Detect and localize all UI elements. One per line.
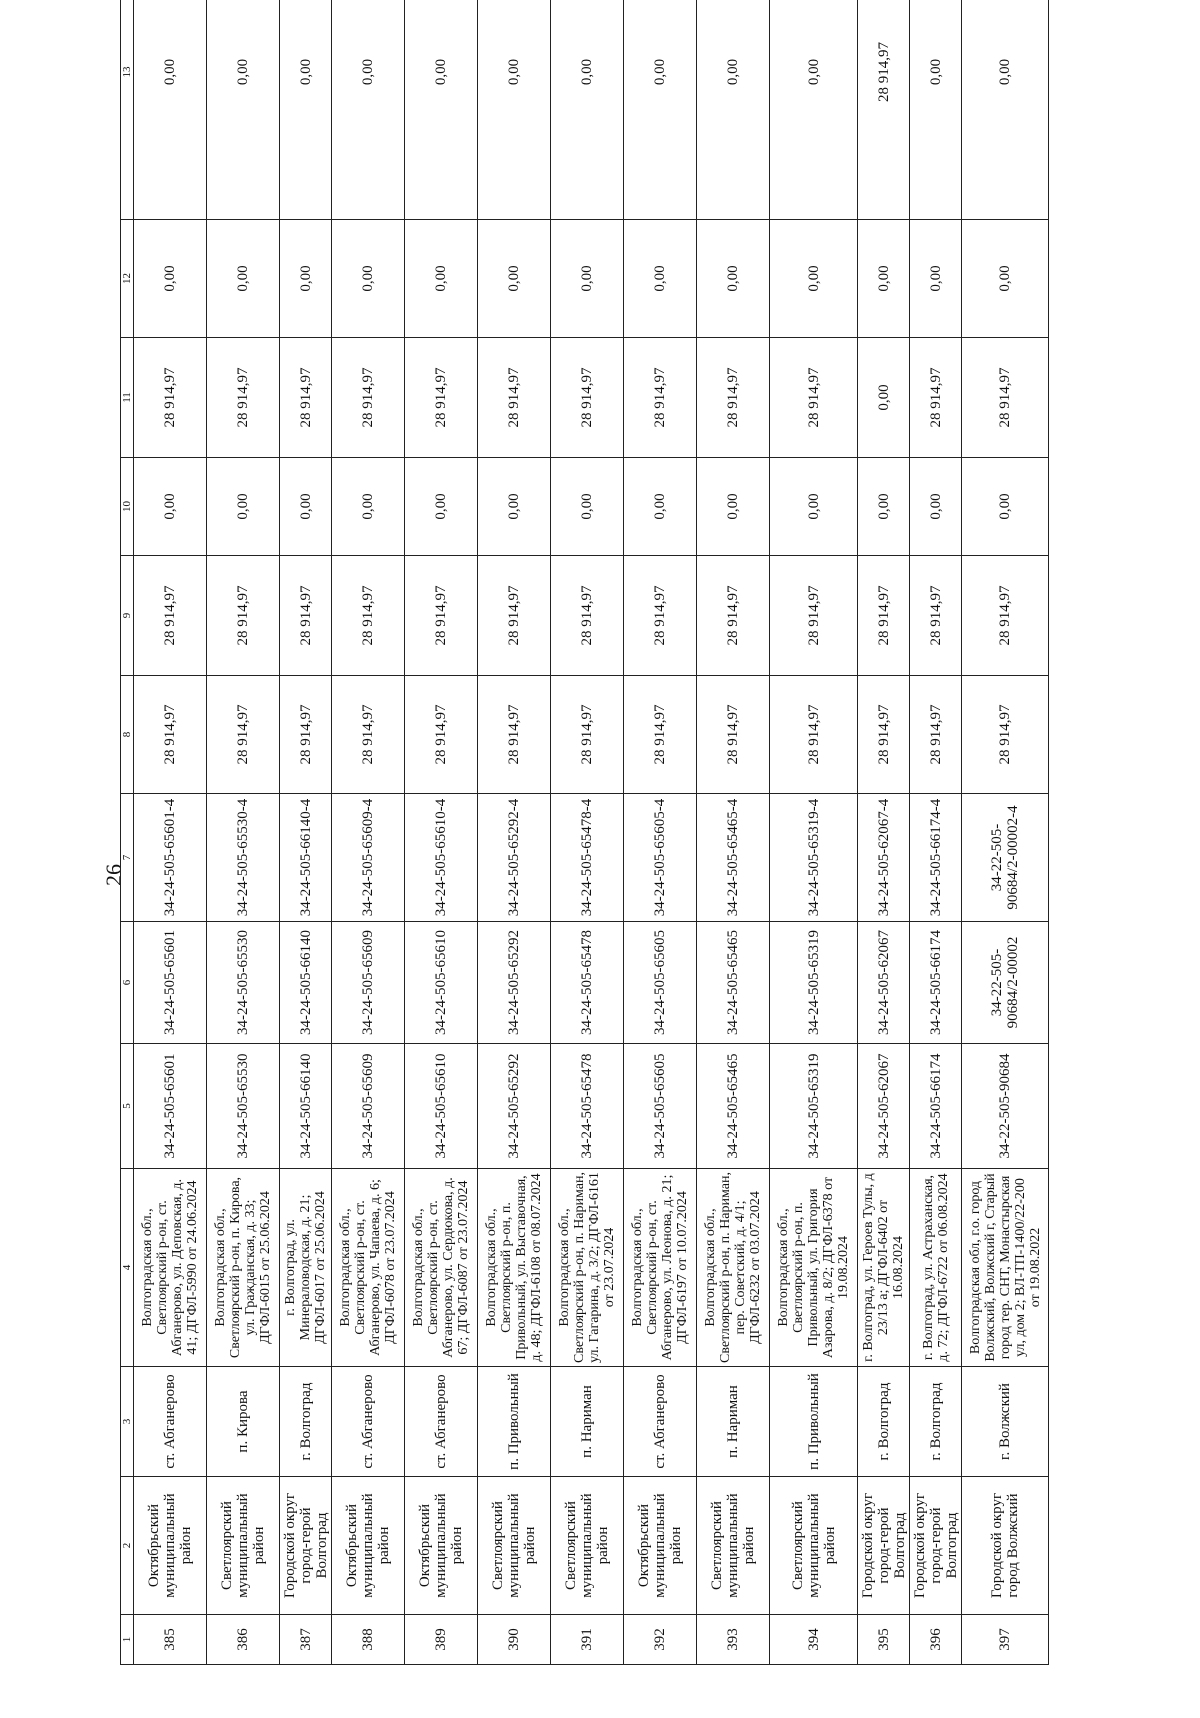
table-row xyxy=(910,0,962,1665)
table-cell: 391 xyxy=(551,1615,624,1665)
table-cell: 28 914,97 xyxy=(770,338,858,458)
table-cell: 28 914,97 xyxy=(624,556,697,676)
table-cell: 28 914,97 xyxy=(770,556,858,676)
table-cell: 28 914,97 xyxy=(280,556,332,676)
table-cell: 0,00 xyxy=(962,220,1049,338)
table-row xyxy=(697,0,770,1665)
table-cell: 28 914,97 xyxy=(858,0,910,220)
table-cell: 394 xyxy=(770,1615,858,1665)
column-number-cell: 9 xyxy=(121,556,134,676)
table-cell: 0,00 xyxy=(405,0,478,220)
table-row xyxy=(207,0,280,1665)
table-cell: 28 914,97 xyxy=(207,556,280,676)
table-cell: 28 914,97 xyxy=(910,556,962,676)
table-cell: 395 xyxy=(858,1615,910,1665)
table-cell: 0,00 xyxy=(551,220,624,338)
table-row xyxy=(624,0,697,1665)
table-cell: Октябрьский муниципальный район xyxy=(134,1477,207,1615)
table-cell: ст. Абганерово xyxy=(624,1367,697,1477)
table-cell: г. Волгоград, ул. Астраханская, д. 72; ДГФЛ-6722 от 06.08.2024 xyxy=(910,1169,962,1367)
table-cell: 28 914,97 xyxy=(770,676,858,794)
table-cell: 28 914,97 xyxy=(551,338,624,458)
column-number-cell: 13 xyxy=(121,0,134,220)
table-cell: 0,00 xyxy=(910,220,962,338)
table-cell: 34-24-505-66140-4 xyxy=(280,794,332,922)
table-cell: Волгоградская обл., Светлоярский р-он, п. Привольный, ул. Григория Азарова, д. 8/2; ДГФЛ-6378 от 19.08.2024 xyxy=(770,1169,858,1367)
table-cell: 0,00 xyxy=(551,458,624,556)
table-cell: 28 914,97 xyxy=(697,556,770,676)
table-cell: Волгоградская обл., Светлоярский р-он, ст. Абганерово, ул. Деповская, д. 41; ДГФЛ-5990 от 24.06.2024 xyxy=(134,1169,207,1367)
table-cell: Волгоградская обл., Светлоярский р-он, ст. Абганерово, ул. Сердюкова, д. 67; ДГФЛ-6087 от 23.07.2024 xyxy=(405,1169,478,1367)
table-cell: г. Волгоград xyxy=(280,1367,332,1477)
table-cell: п. Нариман xyxy=(697,1367,770,1477)
table-cell: 385 xyxy=(134,1615,207,1665)
table-cell: п. Привольный xyxy=(478,1367,551,1477)
table-cell: 392 xyxy=(624,1615,697,1665)
table-cell: 0,00 xyxy=(280,220,332,338)
table-cell: 34-24-505-65605 xyxy=(624,1044,697,1169)
table-cell: 28 914,97 xyxy=(134,676,207,794)
table-cell: 34-24-505-65319-4 xyxy=(770,794,858,922)
table-cell: 34-24-505-65319 xyxy=(770,922,858,1044)
table-cell: Волгоградская обл., Светлоярский р-он, ст. Абганерово, ул. Чапаева, д. 6; ДГФЛ-6078 от 23.07.2024 xyxy=(332,1169,405,1367)
table-cell: 28 914,97 xyxy=(697,676,770,794)
table-cell: Волгоградская обл., Светлоярский р-он, п. Нариман, пер. Советский, д. 4/1; ДГФЛ-6232 от 03.07.2024 xyxy=(697,1169,770,1367)
table-cell: п. Нариман xyxy=(551,1367,624,1477)
table-cell: 34-24-505-65319 xyxy=(770,1044,858,1169)
table-cell: 0,00 xyxy=(858,458,910,556)
table-cell: 34-24-505-65605-4 xyxy=(624,794,697,922)
table-row xyxy=(332,0,405,1665)
table-cell: 0,00 xyxy=(134,458,207,556)
table-cell: 28 914,97 xyxy=(962,338,1049,458)
table-cell: 0,00 xyxy=(405,220,478,338)
table-cell: Светлоярский муниципальный район xyxy=(478,1477,551,1615)
column-number-cell: 2 xyxy=(121,1477,134,1615)
table-cell: 34-24-505-65465 xyxy=(697,922,770,1044)
table-cell: 0,00 xyxy=(134,220,207,338)
column-number-cell: 10 xyxy=(121,458,134,556)
table-cell: 28 914,97 xyxy=(962,556,1049,676)
table-cell: 28 914,97 xyxy=(280,338,332,458)
table-cell: 0,00 xyxy=(134,0,207,220)
table-cell: 34-24-505-65610-4 xyxy=(405,794,478,922)
table-cell: ст. Абганерово xyxy=(134,1367,207,1477)
table-cell: 28 914,97 xyxy=(332,556,405,676)
table-cell: 34-24-505-65292 xyxy=(478,922,551,1044)
table-cell: ст. Абганерово xyxy=(405,1367,478,1477)
table-cell: п. Кирова xyxy=(207,1367,280,1477)
table-row xyxy=(551,0,624,1665)
table-cell: 28 914,97 xyxy=(697,338,770,458)
table-cell: г. Волгоград, ул. Минераловодская, д. 21; ДГФЛ-6017 от 25.06.2024 xyxy=(280,1169,332,1367)
table-cell: Светлоярский муниципальный район xyxy=(770,1477,858,1615)
table-cell: 34-22-505-90684 xyxy=(962,1044,1049,1169)
table-cell: ст. Абганерово xyxy=(332,1367,405,1477)
table-cell: 34-24-505-65601-4 xyxy=(134,794,207,922)
table-cell: 28 914,97 xyxy=(858,556,910,676)
table-cell: 34-24-505-65609 xyxy=(332,1044,405,1169)
table-cell: 0,00 xyxy=(858,338,910,458)
table-cell: 34-24-505-65610 xyxy=(405,1044,478,1169)
table-cell: 34-24-505-65609-4 xyxy=(332,794,405,922)
table-cell: Волгоградская обл., Светлоярский р-он, п. Кирова, ул. Гражданская, д. 33; ДГФЛ-6015 от 25.06.2024 xyxy=(207,1169,280,1367)
table-cell: 34-24-505-65609 xyxy=(332,922,405,1044)
page-number: 26 xyxy=(101,864,126,886)
table-cell: 0,00 xyxy=(332,458,405,556)
table-cell: 34-24-505-65478 xyxy=(551,922,624,1044)
rotated-table-wrapper xyxy=(120,25,1043,1665)
table-cell: Городской округ город-герой Волгоград xyxy=(910,1477,962,1615)
table-cell: 0,00 xyxy=(207,0,280,220)
table-cell: г. Волгоград xyxy=(858,1367,910,1477)
column-number-cell: 8 xyxy=(121,676,134,794)
table-cell: 34-24-505-65610 xyxy=(405,922,478,1044)
table-row xyxy=(405,0,478,1665)
table-cell: 34-24-505-62067 xyxy=(858,922,910,1044)
table-cell: 0,00 xyxy=(332,220,405,338)
table-cell: 0,00 xyxy=(478,220,551,338)
table-cell: Городской округ город-герой Волгоград xyxy=(858,1477,910,1615)
table-cell: 34-22-505-90684/2-00002-4 xyxy=(962,794,1049,922)
table-cell: 34-24-505-66174-4 xyxy=(910,794,962,922)
table-cell: 0,00 xyxy=(405,458,478,556)
table-cell: 389 xyxy=(405,1615,478,1665)
table-cell: 34-24-505-66140 xyxy=(280,1044,332,1169)
table-cell: 0,00 xyxy=(910,0,962,220)
table-cell: 28 914,97 xyxy=(405,338,478,458)
table-row xyxy=(478,0,551,1665)
table-cell: 0,00 xyxy=(280,458,332,556)
table-cell: Октябрьский муниципальный район xyxy=(332,1477,405,1615)
table-cell: 34-24-505-65292 xyxy=(478,1044,551,1169)
table-cell: 0,00 xyxy=(962,0,1049,220)
table-cell: 28 914,97 xyxy=(858,676,910,794)
table-cell: 28 914,97 xyxy=(910,338,962,458)
table-cell: 34-24-505-65530-4 xyxy=(207,794,280,922)
column-number-cell: 4 xyxy=(121,1169,134,1367)
table-row xyxy=(858,0,910,1665)
table-cell: 28 914,97 xyxy=(962,676,1049,794)
header-row xyxy=(121,0,134,1665)
table-cell: 34-24-505-65530 xyxy=(207,922,280,1044)
table-cell: 0,00 xyxy=(624,0,697,220)
table-row xyxy=(770,0,858,1665)
table-cell: 0,00 xyxy=(697,0,770,220)
table-cell: 0,00 xyxy=(770,0,858,220)
table-cell: 0,00 xyxy=(332,0,405,220)
main-table xyxy=(120,0,1049,1665)
column-number-cell: 1 xyxy=(121,1615,134,1665)
table-cell: 0,00 xyxy=(770,458,858,556)
table-cell: 34-24-505-65601 xyxy=(134,1044,207,1169)
table-cell: 0,00 xyxy=(280,0,332,220)
table-cell: Светлоярский муниципальный район xyxy=(697,1477,770,1615)
table-cell: 387 xyxy=(280,1615,332,1665)
table-cell: 0,00 xyxy=(697,220,770,338)
column-number-cell: 11 xyxy=(121,338,134,458)
table-cell: 390 xyxy=(478,1615,551,1665)
table-cell: 34-24-505-66174 xyxy=(910,1044,962,1169)
column-number-cell: 7 xyxy=(121,794,134,922)
column-number-cell: 5 xyxy=(121,1044,134,1169)
table-cell: 396 xyxy=(910,1615,962,1665)
table-row xyxy=(280,0,332,1665)
table-cell: 393 xyxy=(697,1615,770,1665)
table-cell: 34-24-505-65601 xyxy=(134,922,207,1044)
table-cell: 34-24-505-65530 xyxy=(207,1044,280,1169)
table-cell: 34-24-505-65292-4 xyxy=(478,794,551,922)
table-cell: 0,00 xyxy=(207,458,280,556)
table-cell: 28 914,97 xyxy=(624,676,697,794)
table-cell: 34-24-505-66174 xyxy=(910,922,962,1044)
table-cell: п. Привольный xyxy=(770,1367,858,1477)
table-cell: Волгоградская обл., Светлоярский р-он, п. Привольный, ул. Выставочная, д. 48; ДГФЛ-6108 от 08.07.2024 xyxy=(478,1169,551,1367)
table-cell: 34-24-505-65478-4 xyxy=(551,794,624,922)
table-cell: 28 914,97 xyxy=(478,676,551,794)
table-cell: Октябрьский муниципальный район xyxy=(405,1477,478,1615)
table-cell: 0,00 xyxy=(551,0,624,220)
table-cell: 0,00 xyxy=(910,458,962,556)
table-cell: 28 914,97 xyxy=(624,338,697,458)
table-cell: 386 xyxy=(207,1615,280,1665)
table-cell: Октябрьский муниципальный район xyxy=(624,1477,697,1615)
table-cell: 0,00 xyxy=(858,220,910,338)
table-cell: 34-24-505-65478 xyxy=(551,1044,624,1169)
table-cell: Волгоградская обл., Светлоярский р-он, ст. Абганерово, ул. Леонова, д. 21; ДГФЛ-6197 от 10.07.2024 xyxy=(624,1169,697,1367)
table-cell: 28 914,97 xyxy=(910,676,962,794)
table-cell: Волгоградская обл., Светлоярский р-он, п. Нариман, ул. Гагарина, д. 3/2; ДГФЛ-6161 от 23.07.2024 xyxy=(551,1169,624,1367)
table-cell: Светлоярский муниципальный район xyxy=(207,1477,280,1615)
table-cell: Светлоярский муниципальный район xyxy=(551,1477,624,1615)
table-cell: 28 914,97 xyxy=(332,338,405,458)
table-cell: 28 914,97 xyxy=(207,676,280,794)
table-row xyxy=(134,0,207,1665)
column-number-cell: 6 xyxy=(121,922,134,1044)
table-cell: 388 xyxy=(332,1615,405,1665)
table-cell: 0,00 xyxy=(624,458,697,556)
table-cell: 28 914,97 xyxy=(478,338,551,458)
table-cell: Волгоградская обл, г.о. город Волжский, Волжский г, Старый город тер. СНТ, Монастырская ул, дом 2; ВЛ-ТП-1400/22-200 от 19.08.2022 xyxy=(962,1169,1049,1367)
table-cell: 28 914,97 xyxy=(332,676,405,794)
column-number-cell: 12 xyxy=(121,220,134,338)
table-cell: 28 914,97 xyxy=(405,556,478,676)
table-cell: 28 914,97 xyxy=(207,338,280,458)
table-cell: 0,00 xyxy=(207,220,280,338)
table-cell: Городской округ город Волжский xyxy=(962,1477,1049,1615)
table-cell: 28 914,97 xyxy=(134,556,207,676)
table-cell: 0,00 xyxy=(478,458,551,556)
table-cell: 0,00 xyxy=(624,220,697,338)
table-cell: 397 xyxy=(962,1615,1049,1665)
table-cell: г. Волгоград, ул. Героев Тулы, д 23/13 а; ДГФЛ-6402 от 16.08.2024 xyxy=(858,1169,910,1367)
table-cell: 0,00 xyxy=(697,458,770,556)
table-cell: 28 914,97 xyxy=(551,676,624,794)
table-cell: г. Волжский xyxy=(962,1367,1049,1477)
table-cell: Городской округ город-герой Волгоград xyxy=(280,1477,332,1615)
table-cell: 34-24-505-65465 xyxy=(697,1044,770,1169)
table-cell: 0,00 xyxy=(770,220,858,338)
table-row xyxy=(962,0,1049,1665)
table-cell: 28 914,97 xyxy=(478,556,551,676)
table-cell: 0,00 xyxy=(962,458,1049,556)
table-cell: 28 914,97 xyxy=(405,676,478,794)
table-cell: 34-22-505-90684/2-00002 xyxy=(962,922,1049,1044)
table-cell: 28 914,97 xyxy=(134,338,207,458)
table-cell: 28 914,97 xyxy=(551,556,624,676)
table-cell: 34-24-505-65465-4 xyxy=(697,794,770,922)
table-cell: 28 914,97 xyxy=(280,676,332,794)
table-cell: г. Волгоград xyxy=(910,1367,962,1477)
table-cell: 34-24-505-65605 xyxy=(624,922,697,1044)
table-cell: 34-24-505-62067-4 xyxy=(858,794,910,922)
table-cell: 34-24-505-62067 xyxy=(858,1044,910,1169)
column-number-cell: 3 xyxy=(121,1367,134,1477)
table-cell: 34-24-505-66140 xyxy=(280,922,332,1044)
table-cell: 0,00 xyxy=(478,0,551,220)
